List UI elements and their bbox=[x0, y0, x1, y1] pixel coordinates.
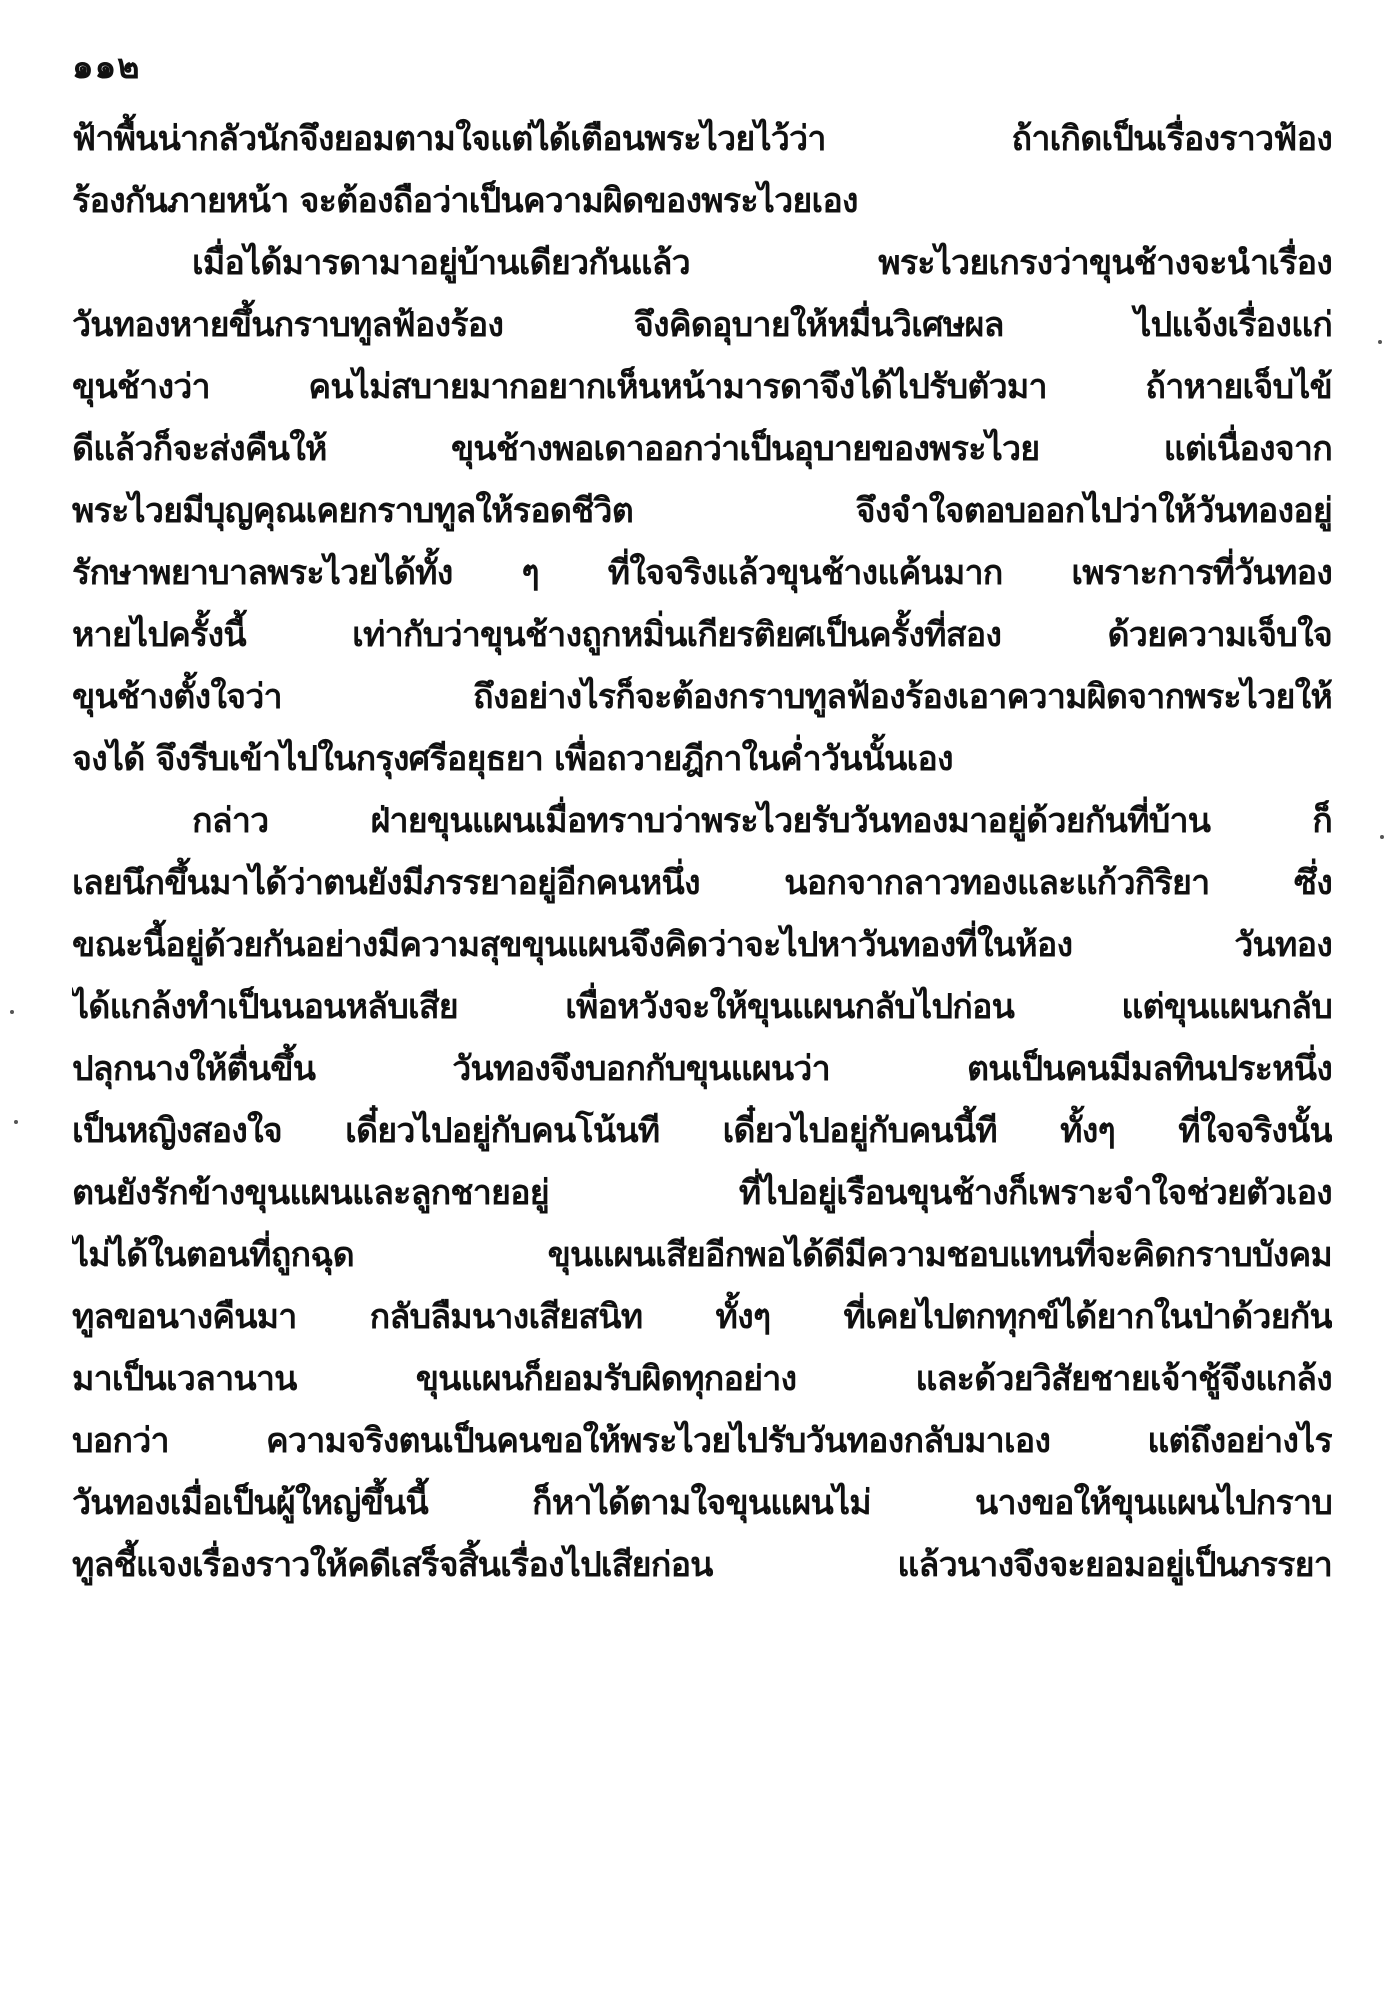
text-line: พระไวยมีบุญคุณเคยกราบทูลให้รอดชีวิต จึงจำใจตอบออกไปว่าให้วันทองอยู่ bbox=[72, 491, 1332, 531]
paragraph-first-line: กล่าว ฝ่ายขุนแผนเมื่อทราบว่าพระไวยรับวันทองมาอยู่ด้วยกันที่บ้าน ก็ bbox=[192, 801, 1332, 841]
scan-speck bbox=[1380, 835, 1384, 839]
text-line: รักษาพยาบาลพระไวยได้ทั้ง ๆ ที่ใจจริงแล้วขุนช้างแค้นมาก เพราะการที่วันทอง bbox=[72, 553, 1332, 593]
text-line: ตนยังรักข้างขุนแผนและลูกชายอยู่ ที่ไปอยู่เรือนขุนช้างก็เพราะจำใจช่วยตัวเอง bbox=[72, 1173, 1332, 1213]
text-line: ขุนช้างตั้งใจว่า ถึงอย่างไรก็จะต้องกราบทูลฟ้องร้องเอาความผิดจากพระไวยให้ bbox=[72, 677, 1332, 717]
text-line: วันทองเมื่อเป็นผู้ใหญ่ขึ้นนี้ ก็หาได้ตามใจขุนแผนไม่ นางขอให้ขุนแผนไปกราบ bbox=[72, 1483, 1332, 1523]
text-line: ฟ้าพื้นน่ากลัวนักจึงยอมตามใจแต่ได้เตือนพระไวยไว้ว่า ถ้าเกิดเป็นเรื่องราวฟ้อง bbox=[72, 119, 1332, 159]
text-line: วันทองหายขึ้นกราบทูลฟ้องร้อง จึงคิดอุบายให้หมื่นวิเศษผล ไปแจ้งเรื่องแก่ bbox=[72, 305, 1332, 345]
text-line: ทูลขอนางคืนมา กลับลืมนางเสียสนิท ทั้งๆ ที่เคยไปตกทุกข์ได้ยากในป่าด้วยกัน bbox=[72, 1297, 1332, 1337]
text-line: ปลุกนางให้ตื่นขึ้น วันทองจึงบอกกับขุนแผนว่า ตนเป็นคนมีมลทินประหนึ่ง bbox=[72, 1049, 1332, 1089]
text-line: เลยนึกขึ้นมาได้ว่าตนยังมีภรรยาอยู่อีกคนหนึ่ง นอกจากลาวทองและแก้วกิริยา ซึ่ง bbox=[72, 863, 1332, 903]
text-line: ขุนช้างว่า คนไม่สบายมากอยากเห็นหน้ามารดาจึงได้ไปรับตัวมา ถ้าหายเจ็บไข้ bbox=[72, 367, 1332, 407]
text-line: บอกว่า ความจริงตนเป็นคนขอให้พระไวยไปรับวันทองกลับมาเอง แต่ถึงอย่างไร bbox=[72, 1421, 1332, 1461]
text-line: ร้องกันภายหน้า จะต้องถือว่าเป็นความผิดของพระไวยเอง bbox=[72, 181, 858, 221]
text-line: ได้แกล้งทำเป็นนอนหลับเสีย เพื่อหวังจะให้ขุนแผนกลับไปก่อน แต่ขุนแผนกลับ bbox=[72, 987, 1332, 1027]
page-number: ๑๑๒ bbox=[72, 47, 141, 87]
paragraph-first-line: เมื่อได้มารดามาอยู่บ้านเดียวกันแล้ว พระไวยเกรงว่าขุนช้างจะนำเรื่อง bbox=[192, 243, 1332, 283]
text-line: ดีแล้วก็จะส่งคืนให้ ขุนช้างพอเดาออกว่าเป็นอุบายของพระไวย แต่เนื่องจาก bbox=[72, 429, 1332, 469]
scan-speck bbox=[10, 1010, 14, 1014]
text-line: ทูลชี้แจงเรื่องราวให้คดีเสร็จสิ้นเรื่องไปเสียก่อน แล้วนางจึงจะยอมอยู่เป็นภรรยา bbox=[72, 1545, 1332, 1585]
text-line: ไม่ได้ในตอนที่ถูกฉุด ขุนแผนเสียอีกพอได้ดีมีความชอบแทนที่จะคิดกราบบังคม bbox=[72, 1235, 1332, 1275]
body-text bbox=[72, 108, 1332, 1596]
text-line: จงได้ จึงรีบเข้าไปในกรุงศรีอยุธยา เพื่อถวายฎีกาในค่ำวันนั้นเอง bbox=[72, 739, 953, 779]
text-line: เป็นหญิงสองใจ เดี๋ยวไปอยู่กับคนโน้นที เดี๋ยวไปอยู่กับคนนี้ที ทั้งๆ ที่ใจจริงนั้น bbox=[72, 1111, 1332, 1151]
text-line: มาเป็นเวลานาน ขุนแผนก็ยอมรับผิดทุกอย่าง และด้วยวิสัยชายเจ้าชู้จึงแกล้ง bbox=[72, 1359, 1332, 1399]
scan-speck bbox=[14, 1120, 18, 1124]
text-line: หายไปครั้งนี้ เท่ากับว่าขุนช้างถูกหมิ่นเกียรติยศเป็นครั้งที่สอง ด้วยความเจ็บใจ bbox=[72, 615, 1332, 655]
scan-speck bbox=[1378, 340, 1382, 344]
text-line: ขณะนี้อยู่ด้วยกันอย่างมีความสุขขุนแผนจึงคิดว่าจะไปหาวันทองที่ในห้อง วันทอง bbox=[72, 925, 1332, 965]
